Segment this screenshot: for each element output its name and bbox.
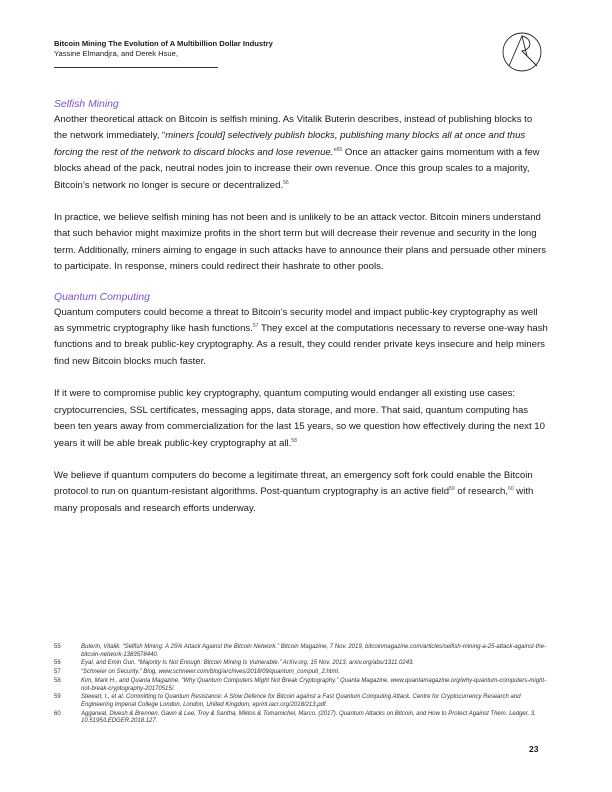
text: with many proposals and research efforts underway.: [54, 486, 534, 514]
main-content: [54, 97, 548, 517]
footnote-number: 57: [54, 669, 61, 676]
footnote-number: 58: [54, 677, 61, 684]
text: Another theoretical attack on Bitcoin is selfish mining. As Vitalik Buterin describes, instead of publishing blocks to the network immediately, “: [54, 114, 533, 142]
running-header: [54, 39, 354, 68]
footnote-number: 56: [54, 660, 61, 667]
text: of research,: [454, 486, 509, 498]
footnote-number: 59: [54, 694, 61, 701]
footnote-ref-55[interactable]: 55: [336, 146, 343, 153]
footnote-text: Kim, Mark H., and Quanta Magazine. “Why Quantum Computers Might Not Break Cryptography.” Quanta Magazine, www.quantamagazine.org/why-quantum-computers-might-not-break-cryptography-20170515/.: [81, 677, 547, 692]
paragraph-selfish-1: [54, 112, 548, 194]
footnote-item: [54, 669, 548, 677]
section-heading-quantum-computing: Quantum Computing: [54, 291, 150, 303]
footnote-item: [54, 644, 548, 659]
paragraph-selfish-2: In practice, we believe selfish mining has not been and is unlikely to be an attack vector. Bitcoin miners understand that such behavior might maximize profits in the short term but will decrease their revenue and security in the long term. Additionally, miners aiming to engage in such attacks have to announce their plans and persuade other miners to participate. In response, miners could redirect their hashrate to other pools.: [54, 212, 547, 273]
footnote-ref-56[interactable]: 56: [283, 179, 289, 186]
text: If it were to compromise public key cryptography, quantum computing would endanger all existing use cases: cryptocurrencies, SSL certificates, messaging apps, data storage, and more. That said, quantum computing has been ten years away from commercialization for the last 15 years, so we question how effectively during the next 10 years it will be able break public-key cryptography at all.: [54, 388, 545, 449]
footnote-text: Aggarwal, Divesh & Brennen, Gavin & Lee, Troy & Santha, Miklos & Tomamichel, Marco. (2017). Quantum Attacks on Bitcoin, and How to Protect Against Them. Ledger. 3. 10.5195/LEDGER.2018.127.: [81, 710, 536, 725]
footnote-ref-60[interactable]: 60: [508, 486, 514, 493]
footnote-item: [54, 660, 548, 668]
ark-logo-icon: [500, 30, 544, 74]
footnote-text: Buterin, Vitalik. “Selfish Mining: A 25% Attack Against the Bitcoin Network.” Bitcoin Magazine, 7 Nov. 2019, bitcoinmagazine.com/articles/selfish-mining-a-25-attack-against-the-bitcoin-network-1383578440.: [81, 644, 547, 658]
paragraph-quantum-1: [54, 305, 548, 371]
footnote-item: [54, 711, 548, 726]
footnote-item: [54, 694, 548, 709]
quote-text: miners [could] selectively publish blocks, publishing many blocks all at once and thus forcing the rest of the network to discard blocks and lose revenue.: [54, 130, 526, 158]
footnote-item: [54, 678, 548, 693]
footnote-ref-58[interactable]: 58: [291, 437, 297, 444]
document-authors: Yassine Elmandjra, and Derek Hsue,: [54, 49, 178, 58]
section-heading-selfish-mining: Selfish Mining: [54, 99, 119, 110]
text: ”: [333, 146, 337, 158]
footnote-number: 60: [54, 710, 61, 717]
footnote-ref-59[interactable]: 59: [449, 486, 455, 493]
footnote-ref-57[interactable]: 57: [252, 322, 259, 329]
footnote-text: Stewart, I., et al. Committing to Quantum Resistance: A Slow Defence for Bitcoin against a Fast Quantum Computing Attack. Centre for Cryptocurrency Research and Engineering Imperial College London, London, United Kingdom, eprint.iacr.org/2018/213.pdf.: [81, 694, 521, 708]
text: We believe if quantum computers do become a legitimate threat, an emergency soft fork could enable the Bitcoin protocol to run on quantum-resistant algorithms. Post-quantum cryptography is an active field: [54, 469, 533, 498]
text: They excel at the computations necessary to reverse one-way hash functions and to break public-key cryptography. As a result, they could render private keys insecure and help miners find new Bitcoin blocks much faster.: [54, 323, 548, 367]
document-title: Bitcoin Mining The Evolution of A Multibillion Dollar Industry: [54, 39, 273, 48]
text: Quantum computers could become a threat to Bitcoin’s security model and impact public-key cryptography as well as symmetric cryptography like hash functions.: [54, 306, 538, 335]
paragraph-quantum-2: [54, 386, 548, 452]
footnote-text: Eyal, and Emin Gun. “Majority Is Not Enough: Bitcoin Mining Is Vulnerable.” ArXiv.org, 15 Nov. 2013, arxiv.org/abs/1311.0243.: [81, 660, 415, 667]
text: Once an attacker gains momentum with a few blocks ahead of the pack, neutral nodes join to increase their own revenue. Once this group scales to a majority, Bitcoin’s network no longer is secure or decentralized.: [54, 146, 540, 191]
footnote-number: 55: [54, 644, 61, 650]
paragraph-quantum-3: [54, 468, 548, 517]
header-rule: [54, 67, 218, 68]
page-number: 23: [529, 744, 539, 754]
footnotes: [54, 644, 548, 727]
footnote-text: “Schneier on Security.” Blog, www.schneier.com/blog/archives/2018/09/quantum_computi_2.html.: [81, 669, 340, 676]
